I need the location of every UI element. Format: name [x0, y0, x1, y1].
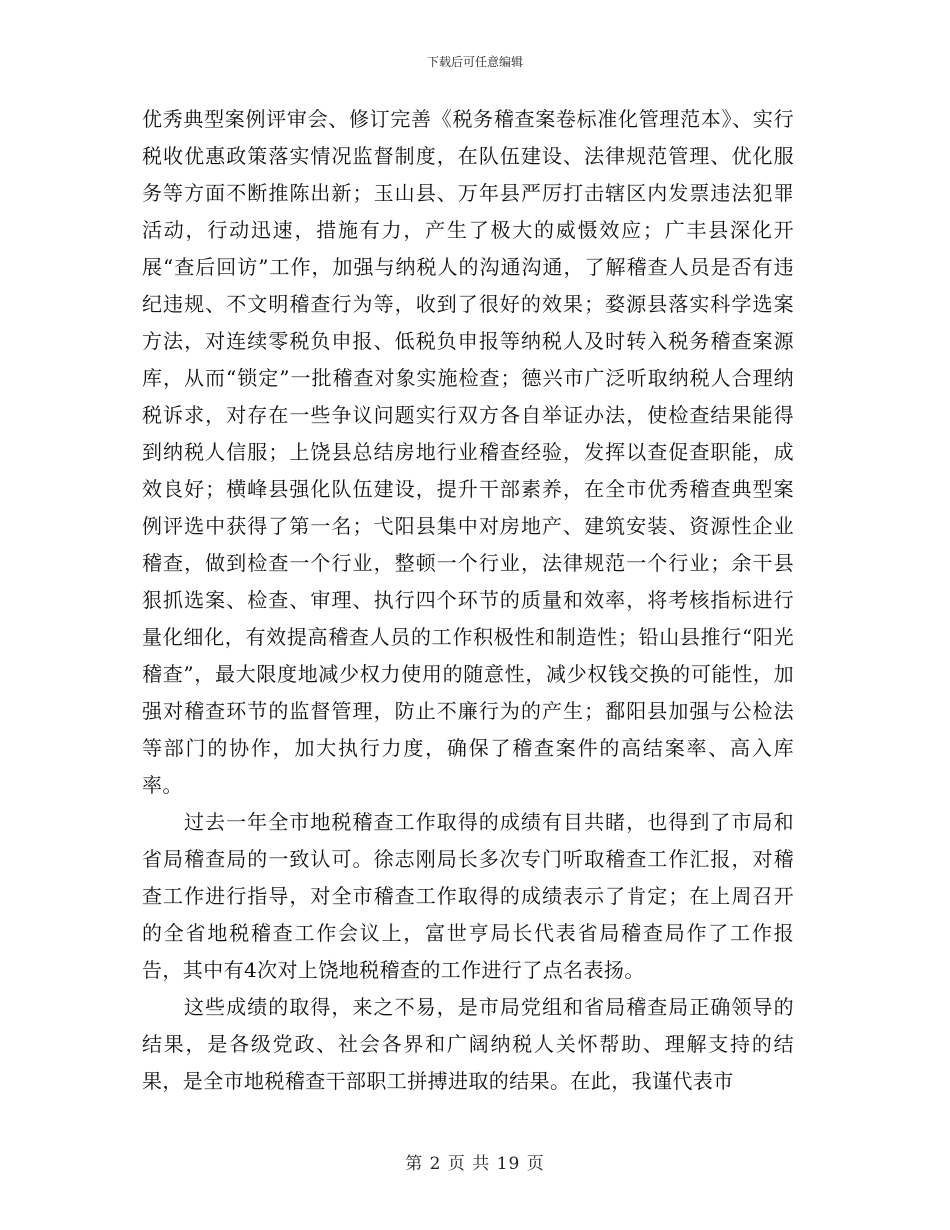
document-body — [142, 101, 794, 1100]
page-header: 下载后可任意编辑 — [426, 55, 523, 69]
paragraph-3: 这些成绩的取得，来之不易，是市局党组和省局稽查局正确领导的结果，是各级党政、社会各界和广阔纳税人关怀帮助、理解支持的结果，是全市地税稽查干部职工拼搏进取的结果。在此，我谨代表市 — [142, 995, 794, 1093]
paragraph-2: 过去一年全市地税稽查工作取得的成绩有目共睹，也得到了市局和省局稽查局的一致认可。徐志刚局长多次专门听取稽查工作汇报，对稽查工作进行指导，对全市稽查工作取得的成绩表示了肯定；在上周召开的全省地税稽查工作会议上，富世亨局长代表省局稽查局作了工作报告，其中有4次对上饶地税稽查的工作进行了点名表扬。 — [142, 810, 794, 982]
page-number-footer: 第 2 页 共 19 页 — [405, 1154, 545, 1174]
paragraph-1: 优秀典型案例评审会、修订完善《税务稽查案卷标准化管理范本》、实行税收优惠政策落实情况监督制度，在队伍建设、法律规范管理、优化服务等方面不断推陈出新；玉山县、万年县严厉打击辖区内发票违法犯罪活动，行动迅速，措施有力，产生了极大的威慑效应；广丰县深化开展“查后回访”工作，加强与纳税人的沟通沟通，了解稽查人员是否有违纪违规、不文明稽查行为等，收到了很好的效果；婺源县落实科学选案方法，对连续零税负申报、低税负申报等纳税人及时转入税务稽查案源库，从而“锁定”一批稽查对象实施检查；德兴市广泛听取纳税人合理纳税诉求，对存在一些争议问题实行双方各自举证办法，使检查结果能得到纳税人信服；上饶县总结房地行业稽查经验，发挥以查促查职能，成效良好；横峰县强化队伍建设，提升干部素养，在全市优秀稽查典型案例评选中获得了第一名；弋阳县集中对房地产、建筑安装、资源性企业稽查，做到检查一个行业，整顿一个行业，法律规范一个行业；余干县狠抓选案、检查、审理、执行四个环节的质量和效率，将考核指标进行量化细化，有效提高稽查人员的工作积极性和制造性；铅山县推行“阳光稽查”，最大限度地减少权力使用的随意性，减少权钱交换的可能性，加强对稽查环节的监督管理，防止不廉行为的产生；鄱阳县加强与公检法等部门的协作，加大执行力度，确保了稽查案件的高结案率、高入库率。 — [142, 107, 794, 797]
